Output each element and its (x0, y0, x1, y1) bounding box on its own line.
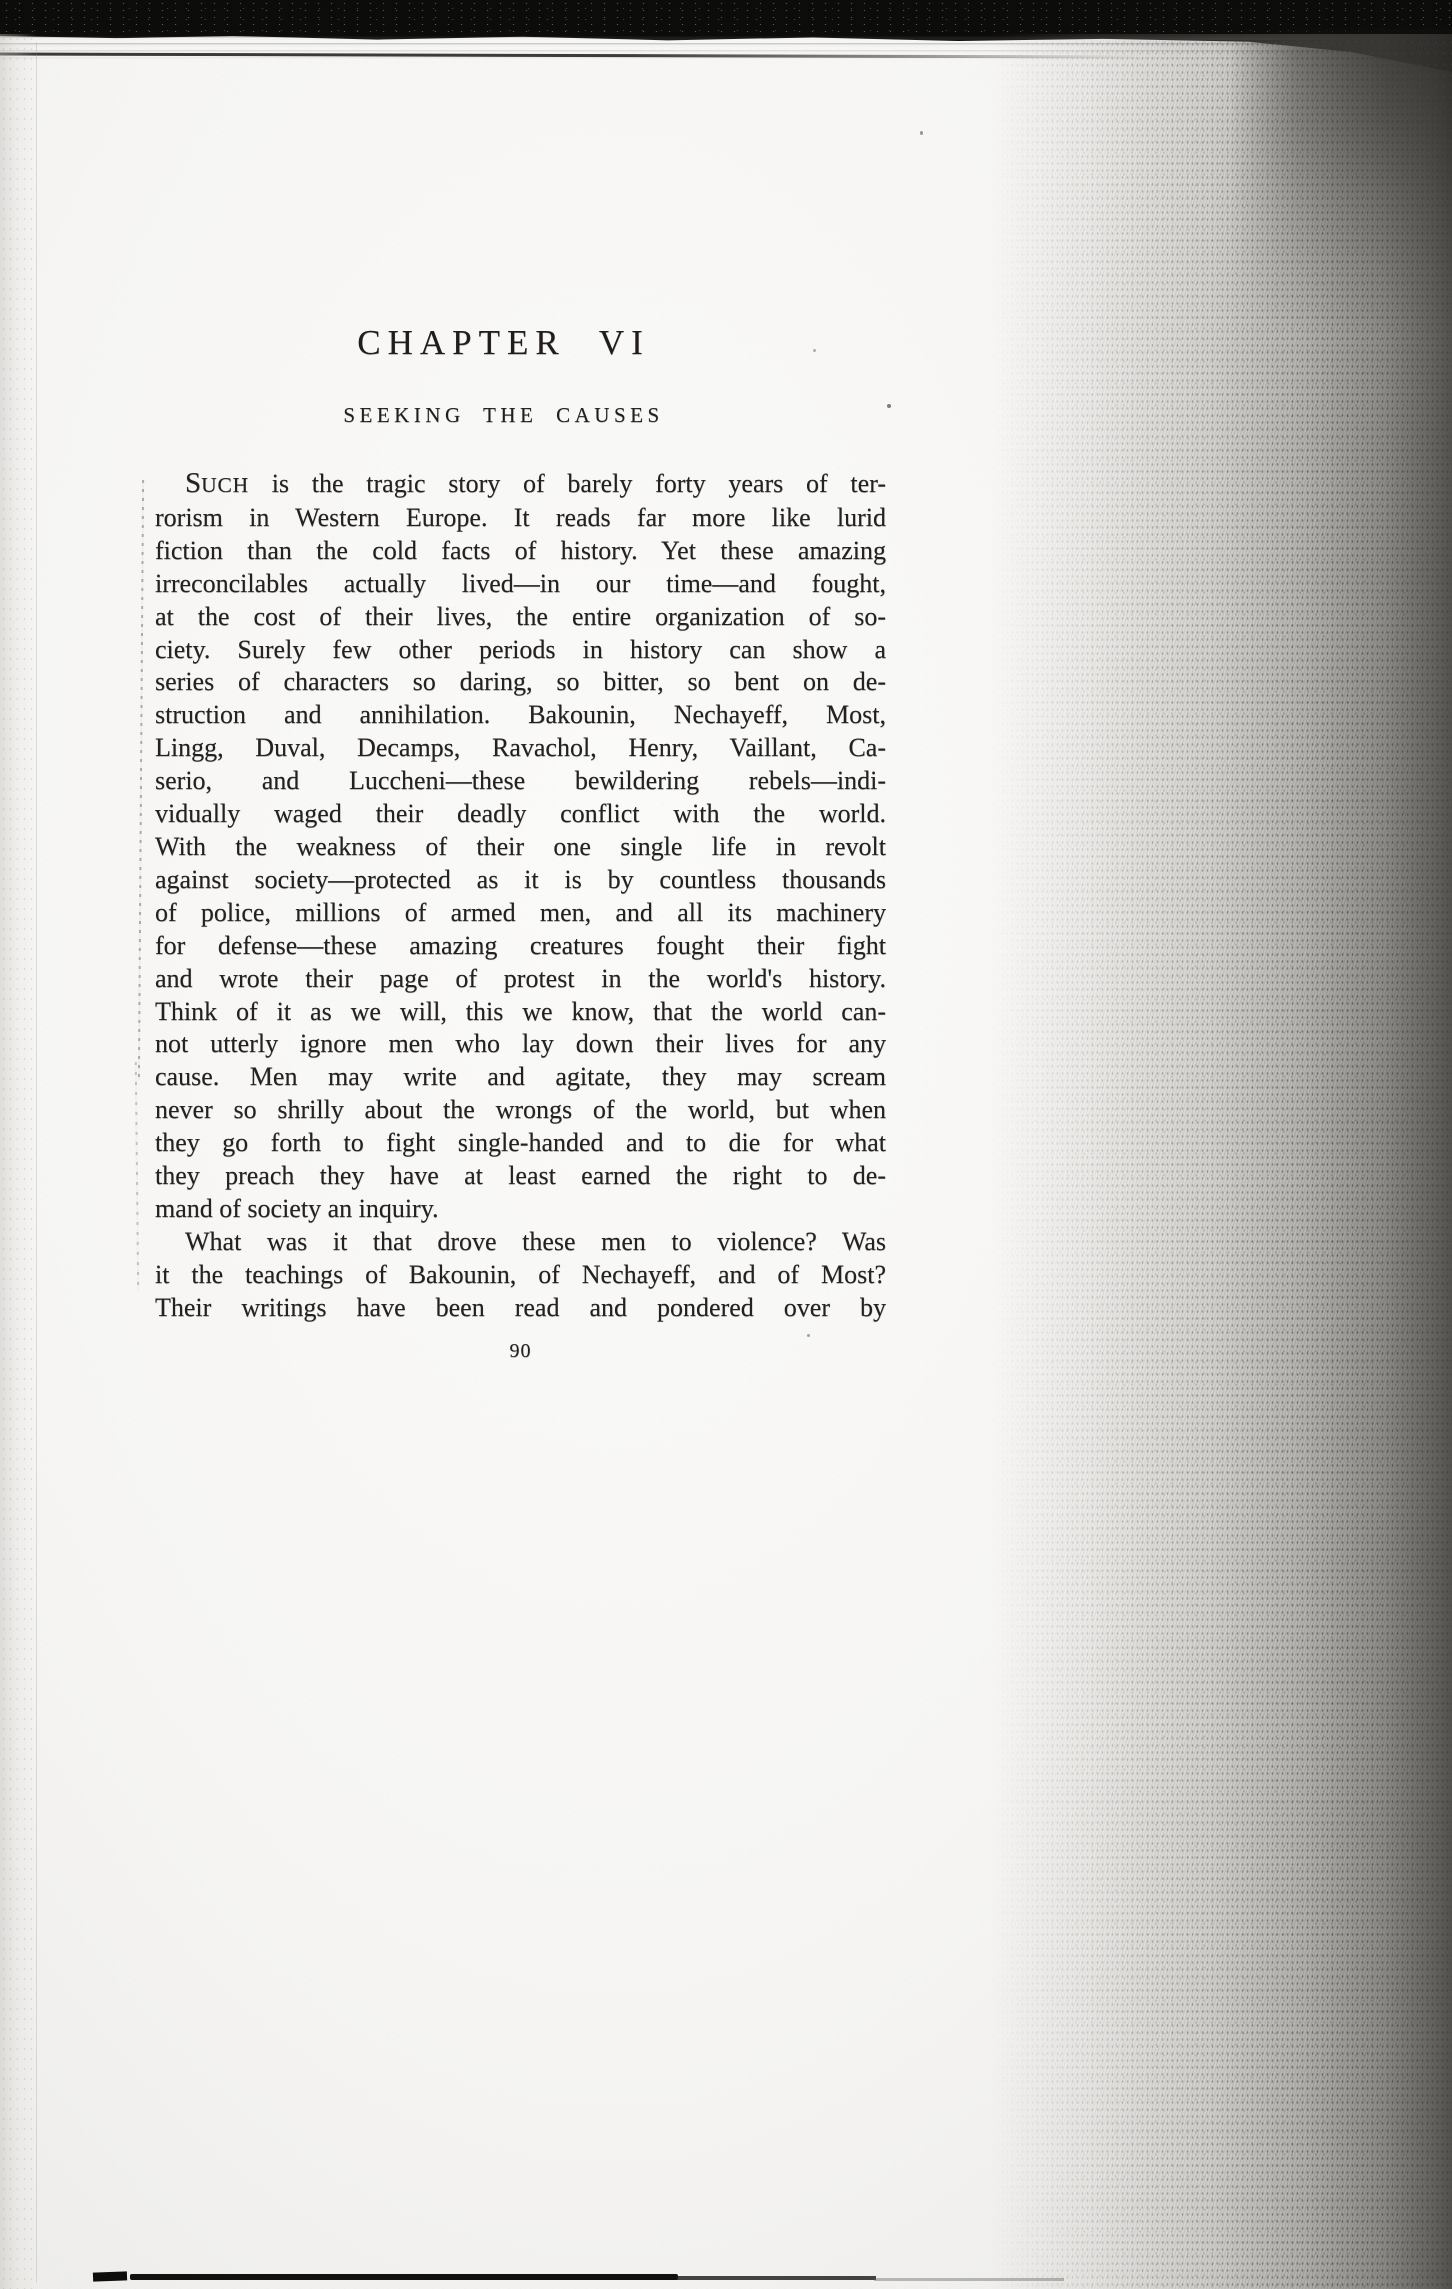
text-line: Their writings have been read and pondered over by (155, 1292, 886, 1322)
text-line-rest: is the tragic story of barely forty years of ter- (248, 469, 886, 498)
text-line: at the cost of their lives, the entire organization of so- (155, 601, 886, 631)
text-line: they go forth to fight single-handed and to die for what (155, 1128, 886, 1158)
text-line: not utterly ignore men who lay down their lives for any (155, 1029, 886, 1059)
text-line: of police, millions of armed men, and all its machinery (155, 897, 886, 927)
margin-pencil-mark (138, 480, 144, 1080)
text-line: cause. Men may write and agitate, they may scream (155, 1062, 886, 1092)
left-page-edge-line (36, 42, 37, 2283)
text-line: they preach they have at least earned the right to de- (155, 1161, 886, 1191)
text-line: for defense—these amazing creatures fought their fight (155, 930, 886, 960)
margin-pencil-mark (135, 1062, 139, 1292)
bottom-scan-line (93, 2271, 127, 2281)
right-scan-speckle (990, 34, 1452, 2289)
body-text (155, 467, 886, 1325)
bottom-scan-line (130, 2274, 678, 2280)
text-line: With the weakness of their one single life in revolt (155, 831, 886, 861)
text-line (155, 467, 886, 502)
text-line: against society—protected as it is by countless thousands (155, 864, 886, 894)
text-line: irreconcilables actually lived—in our time—and fought, (155, 568, 886, 598)
left-scan-edge (0, 34, 36, 2289)
text-line: serio, and Luccheni—these bewildering rebels—indi- (155, 766, 886, 796)
lead-capital: S (185, 467, 202, 499)
text-line: What was it that drove these men to violence? Was (185, 1226, 886, 1256)
right-scan-band (990, 34, 1452, 2289)
text-line: Lingg, Duval, Decamps, Ravachol, Henry, Vaillant, Ca- (155, 733, 886, 763)
text-line: ciety. Surely few other periods in history can show a (155, 634, 886, 664)
ink-speck (807, 1334, 810, 1337)
section-heading: SEEKING THE CAUSES (343, 403, 664, 427)
text-line: it the teachings of Bakounin, of Nechayeff, and of Most? (155, 1259, 886, 1289)
text-line: series of characters so daring, so bitter, so bent on de- (155, 667, 886, 697)
bottom-scan-smudge (874, 2278, 1064, 2281)
text-line: fiction than the cold facts of history. Yet these amazing (155, 535, 886, 565)
text-line: mand of society an inquiry. (155, 1193, 439, 1223)
ink-speck (887, 404, 891, 408)
page-number: 90 (509, 1340, 532, 1362)
text-line: and wrote their page of protest in the world's history. (155, 963, 886, 993)
text-line: rorism in Western Europe. It reads far more like lurid (155, 502, 886, 532)
bottom-scan-line (676, 2276, 876, 2280)
text-line: struction and annihilation. Bakounin, Nechayeff, Most, (155, 700, 886, 730)
text-line: never so shrilly about the wrongs of the world, but when (155, 1095, 886, 1125)
text-line: Think of it as we will, this we know, that the world can- (155, 996, 886, 1026)
lead-small-caps: UCH (201, 473, 249, 497)
text-line: vidually waged their deadly conflict with the world. (155, 799, 886, 829)
ink-speck (920, 131, 923, 135)
chapter-title: CHAPTER VI (357, 323, 650, 362)
